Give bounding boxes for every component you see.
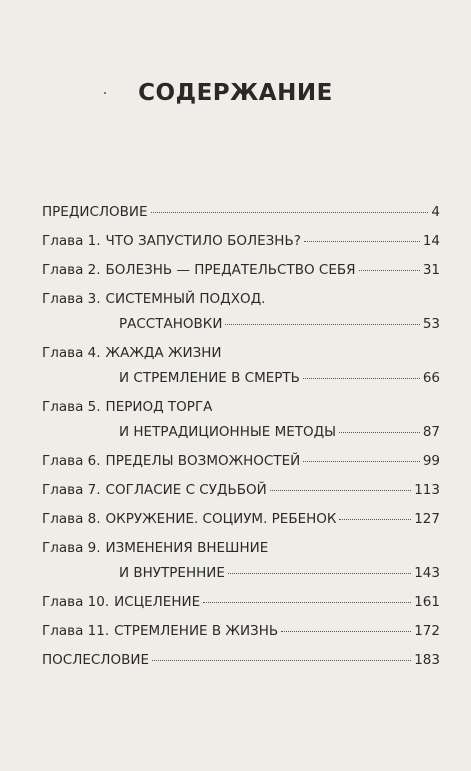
dot-leader: [304, 241, 420, 242]
page-number: 183: [414, 652, 440, 668]
toc-entry-line: [42, 648, 440, 673]
toc-entry-line: [42, 366, 440, 391]
page-number: 172: [414, 623, 440, 639]
toc-entry: [42, 619, 440, 644]
dot-leader: [151, 212, 429, 213]
toc-entry-line: [42, 590, 440, 615]
toc-entry: [42, 395, 440, 445]
entry-title: ПРЕДЕЛЫ ВОЗМОЖНОСТЕЙ: [105, 453, 301, 469]
entry-title: ПРЕДИСЛОВИЕ: [42, 204, 148, 220]
toc-entry-line: [42, 258, 440, 283]
entry-title: И НЕТРАДИЦИОННЫЕ МЕТОДЫ: [119, 424, 337, 440]
page-number: 99: [422, 453, 440, 469]
entry-title: СИСТЕМНЫЙ ПОДХОД.: [105, 291, 266, 307]
page-number: 127: [414, 511, 440, 527]
page-title: СОДЕРЖАНИЕ: [138, 80, 333, 106]
dot-leader: [303, 461, 420, 462]
entry-title: РАССТАНОВКИ: [119, 316, 223, 332]
entry-title: СОГЛАСИЕ С СУДЬБОЙ: [105, 482, 267, 498]
toc-entry-line: [42, 200, 440, 225]
entry-title: И СТРЕМЛЕНИЕ В СМЕРТЬ: [119, 370, 300, 386]
toc-entry: [42, 341, 440, 391]
page-number: 14: [422, 233, 440, 249]
chapter-label: Глава 5.: [42, 399, 101, 415]
dot-leader: [303, 378, 420, 379]
dot-leader: [203, 602, 411, 603]
toc-entry: [42, 478, 440, 503]
toc-entry-line: [42, 478, 440, 503]
page-number: 53: [422, 316, 440, 332]
toc-entry-line: [42, 507, 440, 532]
entry-title: ЧТО ЗАПУСТИЛО БОЛЕЗНЬ?: [105, 233, 301, 249]
dot-leader: [339, 519, 411, 520]
chapter-label: Глава 6.: [42, 453, 101, 469]
toc-entry: [42, 449, 440, 474]
dot-leader: [359, 270, 420, 271]
dot-leader: [152, 660, 411, 661]
chapter-label: Глава 2.: [42, 262, 101, 278]
entry-title: СТРЕМЛЕНИЕ В ЖИЗНЬ: [114, 623, 279, 639]
page-number: 87: [422, 424, 440, 440]
entry-title: БОЛЕЗНЬ — ПРЕДАТЕЛЬСТВО СЕБЯ: [105, 262, 356, 278]
entry-title: И ВНУТРЕННИЕ: [119, 565, 225, 581]
toc-entry-line: [42, 619, 440, 644]
toc-entry: [42, 590, 440, 615]
page-number: 143: [414, 565, 440, 581]
toc-entry-line: [42, 561, 440, 586]
table-of-contents: [42, 200, 440, 673]
entry-title: ИЗМЕНЕНИЯ ВНЕШНИЕ: [105, 540, 269, 556]
entry-title: ПЕРИОД ТОРГА: [105, 399, 213, 415]
page-number: 66: [422, 370, 440, 386]
chapter-label: Глава 10.: [42, 594, 110, 610]
entry-title: ПОСЛЕСЛОВИЕ: [42, 652, 149, 668]
toc-entry: [42, 200, 440, 225]
toc-entry-line: [42, 449, 440, 474]
toc-entry-line: [42, 287, 440, 312]
chapter-label: Глава 4.: [42, 345, 101, 361]
chapter-label: Глава 1.: [42, 233, 101, 249]
entry-title: ЖАЖДА ЖИЗНИ: [105, 345, 222, 361]
toc-entry-line: [42, 536, 440, 561]
dot-leader: [281, 631, 411, 632]
page-number: 113: [414, 482, 440, 498]
chapter-label: Глава 8.: [42, 511, 101, 527]
dot-leader: [270, 490, 411, 491]
toc-entry-line: [42, 229, 440, 254]
toc-entry-line: [42, 395, 440, 420]
chapter-label: Глава 9.: [42, 540, 101, 556]
dot-leader: [339, 432, 420, 433]
toc-entry-line: [42, 341, 440, 366]
chapter-label: Глава 7.: [42, 482, 101, 498]
toc-entry: [42, 536, 440, 586]
chapter-label: Глава 11.: [42, 623, 110, 639]
dot-leader: [225, 324, 419, 325]
toc-entry-line: [42, 420, 440, 445]
dot-leader: [228, 573, 411, 574]
toc-entry: [42, 648, 440, 673]
toc-entry: [42, 287, 440, 337]
page-number: 31: [422, 262, 440, 278]
toc-entry: [42, 258, 440, 283]
page-number: 161: [414, 594, 440, 610]
toc-entry: [42, 229, 440, 254]
page-number: 4: [431, 204, 440, 220]
entry-title: ОКРУЖЕНИЕ. СОЦИУМ. РЕБЕНОК: [105, 511, 337, 527]
toc-entry: [42, 507, 440, 532]
chapter-label: Глава 3.: [42, 291, 101, 307]
toc-entry-line: [42, 312, 440, 337]
entry-title: ИСЦЕЛЕНИЕ: [114, 594, 201, 610]
